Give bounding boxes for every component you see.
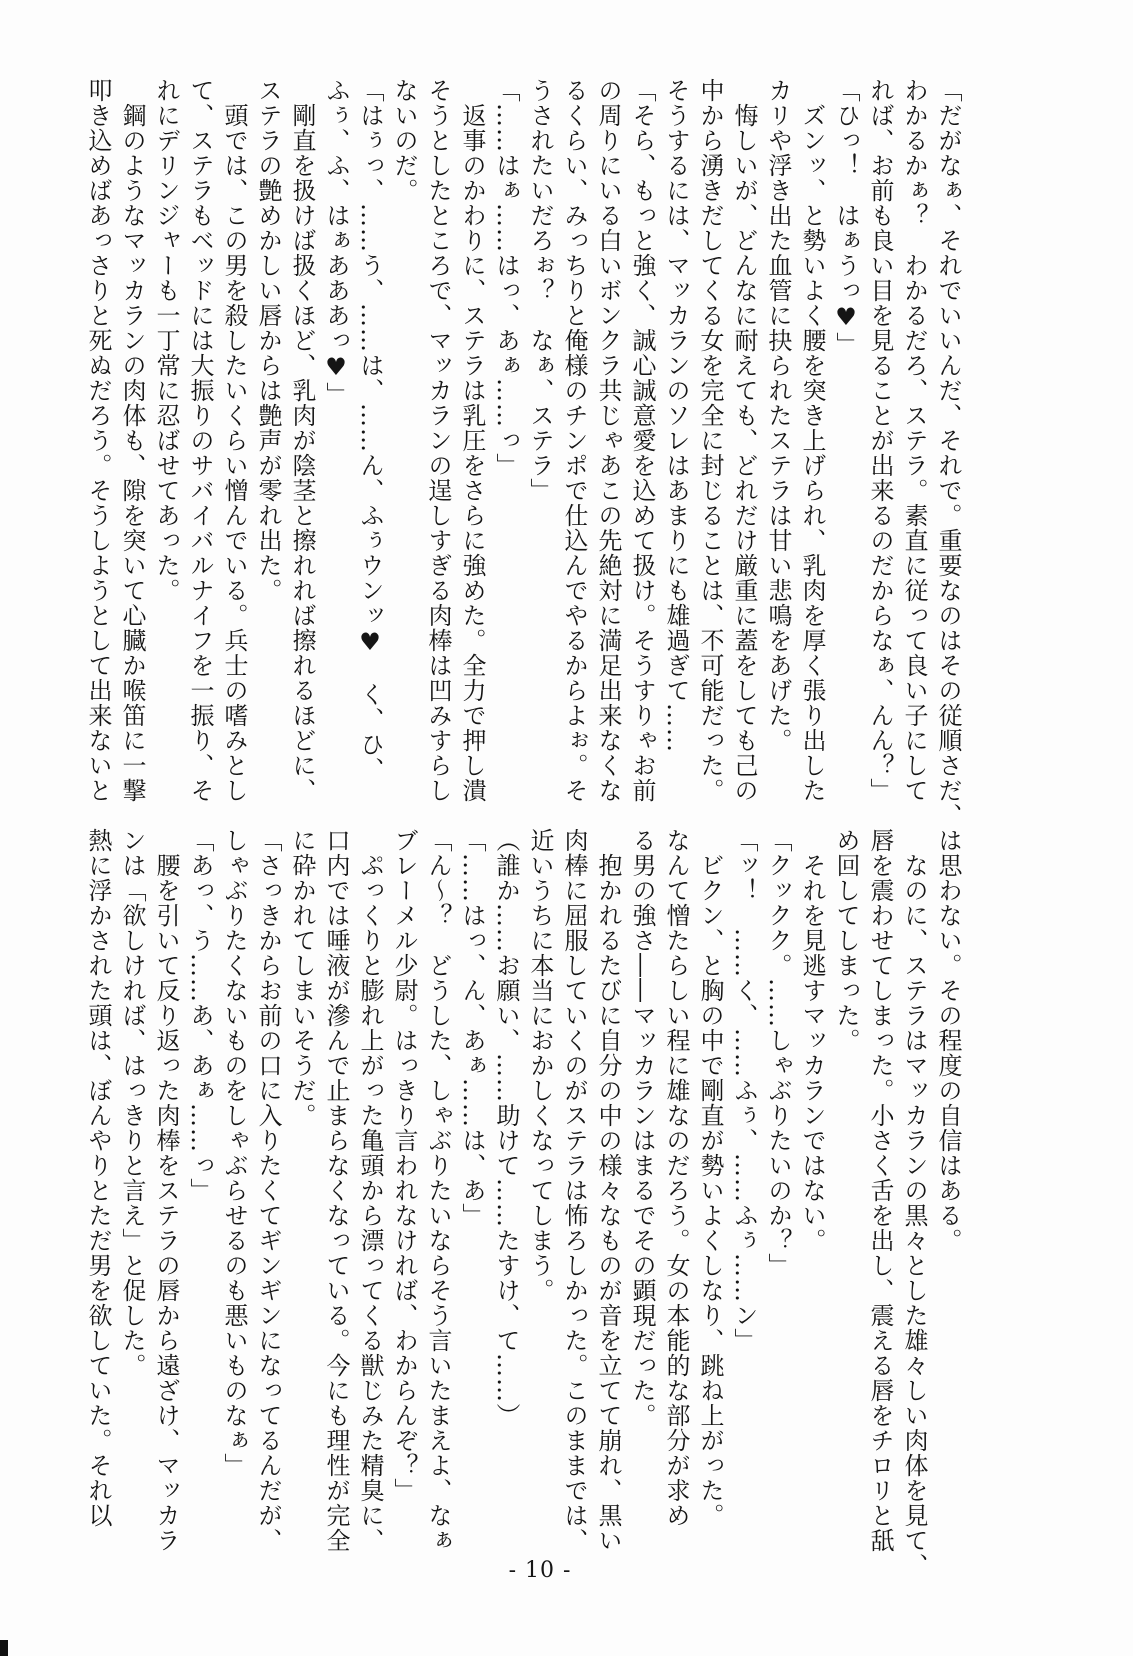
text-column: 唇を震わせてしまった。小さく舌を出し、震える唇をチロリと舐	[866, 828, 894, 1553]
text-column: 叩き込めばあっさりと死ぬだろう。そうしようとして出来ないと	[84, 78, 112, 803]
text-column: ないのだ。	[390, 78, 418, 203]
text-column: 「クックク。……しゃぶりたいのか？」	[764, 828, 792, 1278]
text-column: 「だがなぁ、それでいいんだ、それで。重要なのはその従順さだ、	[934, 78, 962, 828]
text-column: 「あっ、う……あ、あぁ……っ」	[186, 828, 214, 1203]
text-column: 鋼のようなマッカランの肉体も、隙を突いて心臓か喉笛に一撃	[118, 78, 146, 803]
text-column: 「はぅっ、……う、……は、……ん、ふぅウンッ♥ く、ひ、	[356, 78, 384, 782]
text-column: め回してしまった。	[832, 828, 860, 1053]
text-column: わかるかぁ？ わかるだろ、ステラ。素直に従って良い子にして	[900, 78, 928, 803]
text-column: 「ん～？ どうした、しゃぶりたいならそう言いたまえよ、なぁ	[424, 828, 452, 1553]
text-column: なんて憎たらしい程に雄なのだろう。女の本能的な部分が求め	[662, 828, 690, 1528]
text-column: るくらい、みっちりと俺様のチンポで仕込んでやるからよぉ。そ	[560, 78, 588, 803]
text-column: は思わない。その程度の自信はある。	[934, 828, 962, 1253]
text-column: そうとしたところで、マッカランの逞しすぎる肉棒は凹みすらし	[424, 78, 452, 803]
text-column: ふぅ、ふ、はぁあああっ♥」	[322, 78, 350, 407]
text-column: 「……はぁ……はっ、あぁ……っ」	[492, 78, 520, 478]
text-column: 抱かれるたびに自分の中の様々なものが音を立てて崩れ、黒い	[594, 828, 622, 1553]
text-column: 熱に浮かされた頭は、ぼんやりとただ男を欲していた。それ以	[84, 828, 112, 1528]
text-column: 剛直を扱けば扱くほど、乳肉が陰茎と擦れれば擦れるほどに、	[288, 78, 316, 803]
text-column: 「そら、もっと強く、誠心誠意愛を込めて扱け。そうすりゃお前	[628, 78, 656, 803]
text-column: の周りにいる白いボンクラ共じゃあこの先絶対に満足出来なくな	[594, 78, 622, 803]
text-column: 「さっきからお前の口に入りたくてギンギンになってるんだが、	[254, 828, 282, 1553]
text-tier-top	[81, 78, 965, 828]
text-column: れば、お前も良い目を見ることが出来るのだからなぁ、んん？」	[866, 78, 894, 803]
text-column: 「ひっ！ はぁうっ♥」	[832, 78, 860, 357]
text-column: れにデリンジャーも一丁常に忍ばせてあった。	[152, 78, 180, 603]
text-column: （誰か……お願い、……助けて……たすけ、て……）	[492, 828, 520, 1428]
text-column: 肉棒に屈服していくのがステラは怖ろしかった。このままでは、	[560, 828, 588, 1553]
text-column: うされたいだろぉ？ なぁ、ステラ」	[526, 78, 554, 503]
text-column: 中から湧きだしてくる女を完全に封じることは、不可能だった。	[696, 78, 724, 803]
text-column: 腰を引いて反り返った肉棒をステラの唇から遠ざけ、マッカラ	[152, 828, 180, 1553]
text-column: て、ステラもベッドには大振りのサバイバルナイフを一振り、そ	[186, 78, 214, 803]
text-column: ンは「欲しければ、はっきりと言え」と促した。	[118, 828, 146, 1378]
text-column: なのに、ステラはマッカランの黒々とした雄々しい肉体を見て、	[900, 828, 928, 1578]
text-column: ビクン、と胸の中で剛直が勢いよくしなり、跳ね上がった。	[696, 828, 724, 1528]
text-column: ズンッ、と勢いよく腰を突き上げられ、乳肉を厚く張り出した	[798, 78, 826, 803]
text-column: ブレーメル少尉。はっきり言われなければ、わからんぞ？」	[390, 828, 418, 1503]
text-column: 悔しいが、どんなに耐えても、どれだけ厳重に蓋をしても己の	[730, 78, 758, 803]
page-number: - 10 -	[508, 1558, 572, 1583]
text-column: 「ッ！ ……く、……ふぅ、……ふぅ……ン」	[730, 828, 758, 1353]
text-column: 口内では唾液が滲んで止まらなくなっている。今にも理性が完全	[322, 828, 350, 1553]
text-column: に砕かれてしまいそうだ。	[288, 828, 316, 1128]
text-column: ぷっくりと膨れ上がった亀頭から漂ってくる獣じみた精臭に、	[356, 828, 384, 1553]
text-column: そうするには、マッカランのソレはあまりにも雄過ぎて……	[662, 78, 690, 753]
text-column: る男の強さ――マッカランはまるでその顕現だった。	[628, 828, 656, 1428]
text-column: しゃぶりたくないものをしゃぶらせるのも悪いものなぁ」	[220, 828, 248, 1478]
text-column: ステラの艶めかしい唇からは艶声が零れ出た。	[254, 78, 282, 603]
text-column: 頭では、この男を殺したいくらい憎んでいる。兵士の嗜みとし	[220, 78, 248, 803]
text-column: 近いうちに本当におかしくなってしまう。	[526, 828, 554, 1303]
text-column: 返事のかわりに、ステラは乳圧をさらに強めた。全力で押し潰	[458, 78, 486, 803]
text-column: カリや浮き出た血管に抉られたステラは甘い悲鳴をあげた。	[764, 78, 792, 753]
text-column: それを見逃すマッカランではない。	[798, 828, 826, 1253]
text-column: 「……はっ、ん、あぁ……は、あ」	[458, 828, 486, 1228]
scan-corner-mark	[0, 1640, 8, 1656]
